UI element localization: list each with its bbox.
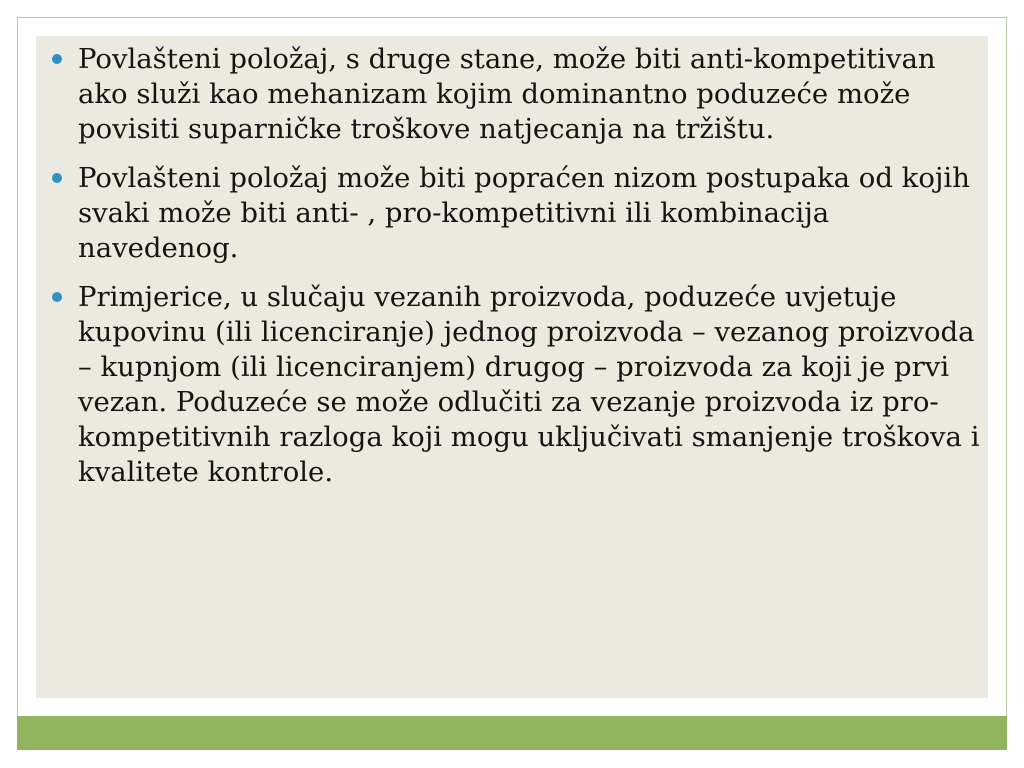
bullet-item — [46, 161, 982, 266]
bullet-text: Povlašteni položaj može biti popraćen nizom postupaka od kojih svaki može biti anti- , pro-kompetitivni ili kombinacija navedenog. — [78, 162, 970, 264]
bullet-dot-icon — [52, 292, 62, 302]
bullet-text: Povlašteni položaj, s druge stane, može biti anti-kompetitivan ako služi kao mehanizam kojim dominantno poduzeće može povisiti suparničke troškove natjecanja na tržištu. — [78, 43, 936, 145]
bottom-accent-bar — [17, 716, 1007, 750]
bullet-item — [46, 42, 982, 147]
bullet-dot-icon — [52, 173, 62, 183]
bullet-dot-icon — [52, 54, 62, 64]
bullet-item — [46, 280, 982, 490]
bullet-list — [46, 42, 982, 504]
bullet-text: Primjerice, u slučaju vezanih proizvoda, poduzeće uvjetuje kupovinu (ili licenciranje) jednog proizvoda – vezanog proizvoda – kupnjom (ili licenciranjem) drugog – proizvoda za koji je prvi vezan. Poduzeće se može odlučiti za vezanje proizvoda iz pro-kompetitivnih razloga koji mogu uključivati smanjenje troškova i kvalitete kontrole. — [78, 281, 980, 488]
